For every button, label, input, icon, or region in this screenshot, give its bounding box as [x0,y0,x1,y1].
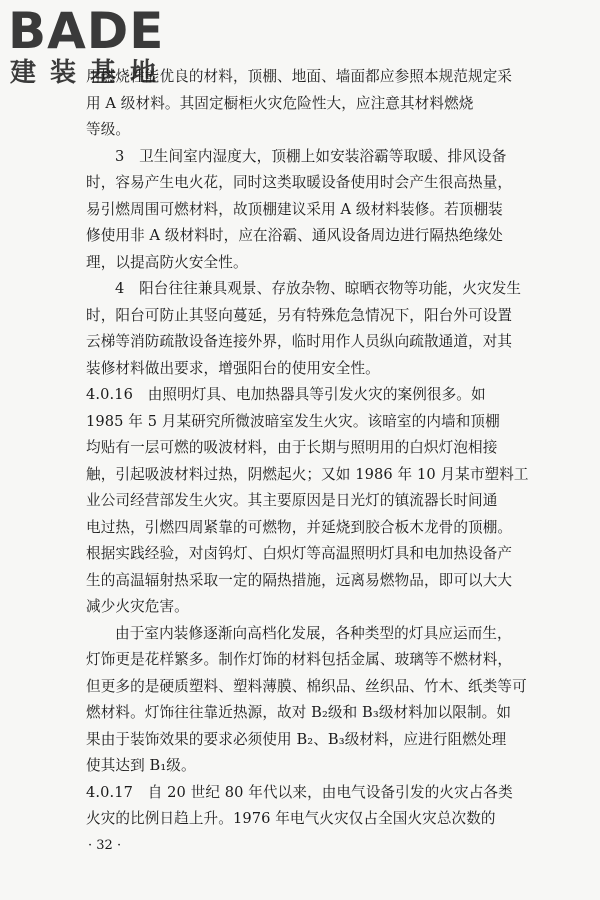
text-line: 触，引起吸波材料过热，阴燃起火；又如 1986 年 10 月某市塑料工 [86,465,529,483]
text-line: 用 A 级材料。其固定橱柜火灾危险性大，应注意其材料燃烧 [86,94,474,112]
page-number: · 32 · [88,838,122,853]
text-line: 等级。 [86,121,131,138]
text-line: 修使用非 A 级材料时，应在浴霸、通风设备周边进行隔热绝缘处 [86,227,503,244]
text-line: 燃材料。灯饰往往靠近热源，故对 B₂级和 B₃级材料加以限制。如 [86,704,512,721]
text-line: 业公司经营部发生火灾。其主要原因是日光灯的镇流器长时间通 [86,492,498,509]
section-4-0-17-start: 4.0.17 自 20 世纪 80 年代以来，由电气设备引发的火灾占各类 [86,783,513,801]
text-line: 火灾的比例日趋上升。1976 年电气火灾仅占全国火灾总次数的 [86,810,496,827]
text-line: 使其达到 B₁级。 [86,757,196,774]
text-line: 根据实践经验，对卤钨灯、白炽灯等高温照明灯具和电加热设备产 [86,545,513,562]
clause-3-start: 3 卫生间室内湿度大，顶棚上如安装浴霸等取暖、排风设备 [115,147,507,165]
logo-subtitle: 建装基地 [10,58,171,88]
logo-wordmark: BADE [8,2,165,60]
text-line: 理，以提高防火安全性。 [86,253,248,271]
text-line: 时，阳台可防止其竖向蔓延，另有特殊危急情况下，阳台外可设置 [86,306,513,324]
section-4-0-16-start: 4.0.16 由照明灯具、电加热器具等引发火灾的案例很多。如 [86,386,486,403]
text-line: 用燃烧性能优良的材料，顶棚、地面、墙面都应参照本规范规定采 [86,68,513,85]
text-line: 生的高温辐射热采取一定的隔热措施，远离易燃物品，即可以大大 [86,571,513,589]
text-line: 均贴有一层可燃的吸波材料，由于长期与照明用的白炽灯泡相接 [86,439,498,456]
text-line: 灯饰更是花样繁多。制作灯饰的材料包括金属、玻璃等不燃材料， [86,651,513,668]
text-line: 果由于装饰效果的要求必须使用 B₂、B₃级材料，应进行阻燃处理 [86,730,507,748]
clause-4-start: 4 阳台往往兼具观景、存放杂物、晾晒衣物等功能，火灾发生 [115,280,522,297]
text-line: 易引燃周围可燃材料，故顶棚建议采用 A 级材料装修。若顶棚装 [86,200,503,218]
text-line: 时，容易产生电火花，同时这类取暖设备使用时会产生很高热量， [86,174,513,191]
text-line: 云梯等消防疏散设备连接外界，临时用作人员纵向疏散通道，对其 [86,333,513,350]
text-line: 1985 年 5 月某研究所微波暗室发生火灾。该暗室的内墙和顶棚 [86,412,500,430]
text-line: 电过热，引燃四周紧靠的可燃物，并延烧到胶合板木龙骨的顶棚。 [86,518,513,536]
text-line: 装修材料做出要求，增强阳台的使用安全性。 [86,359,380,377]
document-body [86,64,529,833]
text-line: 但更多的是硬质塑料、塑料薄膜、棉织品、丝织品、竹木、纸类等可 [86,677,527,695]
text-line: 减少火灾危害。 [86,598,189,615]
paragraph-start: 由于室内装修逐渐向高档化发展，各种类型的灯具应运而生， [115,624,512,642]
